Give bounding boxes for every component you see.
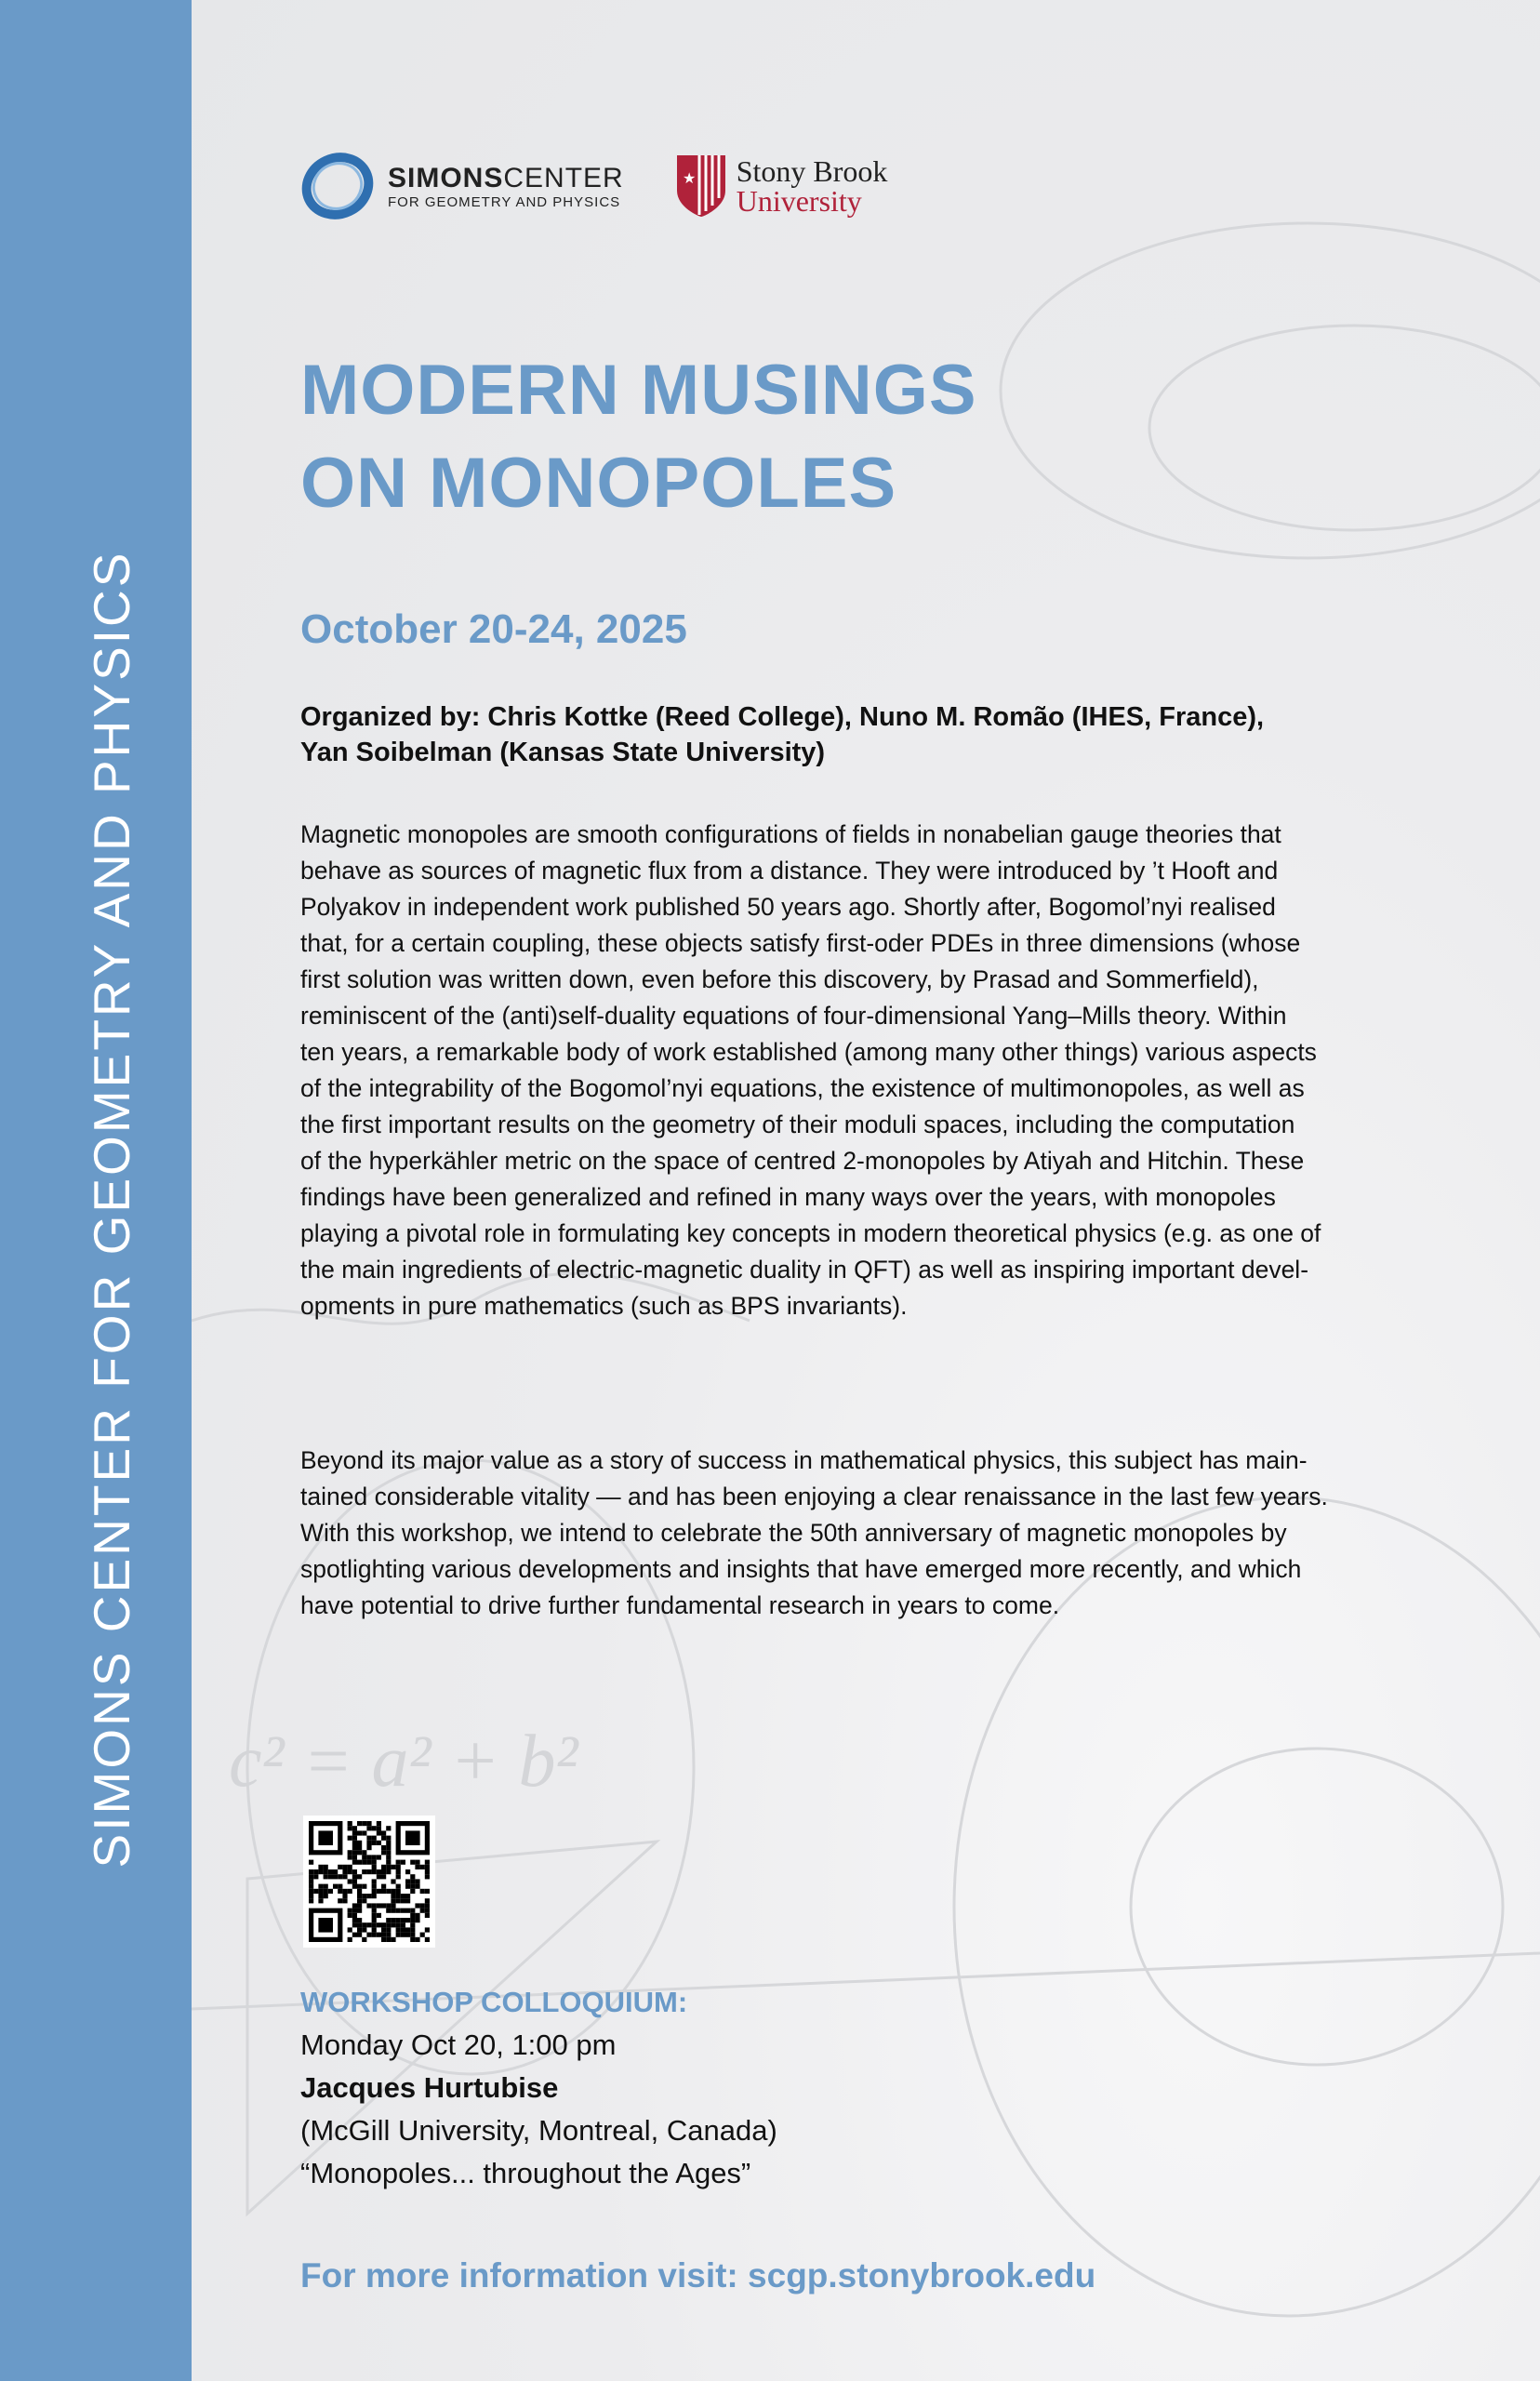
organizers	[300, 699, 1416, 770]
simons-logo-bold: SIMONS	[388, 162, 504, 193]
text-line: the main ingredients of electric-magnetic duality in QFT) as well as inspiring important devel-	[300, 1256, 1309, 1284]
simons-logo-rest: CENTER	[503, 162, 624, 193]
text-line: of the hyperkähler metric on the space of centred 2-monopoles by Atiyah and Hitchin. These	[300, 1147, 1305, 1175]
title-line-1: MODERN MUSINGS	[300, 351, 977, 430]
text-line: tained considerable vitality — and has been enjoying a clear renaissance in the last few years.	[300, 1483, 1328, 1510]
text-line: that, for a certain coupling, these objects satisfy first-oder PDEs in three dimensions (whose	[300, 929, 1301, 957]
stony-brook-name: Stony Brook	[736, 154, 888, 188]
text-line: have potential to drive further fundamental research in years to come.	[300, 1591, 1060, 1619]
text-line: Beyond its major value as a story of success in mathematical physics, this subject has main-	[300, 1446, 1308, 1474]
simons-center-logo	[300, 149, 624, 223]
text-line: first solution was written down, even before this discovery, by Prasad and Sommerfield),	[300, 965, 1259, 993]
colloquium-datetime: Monday Oct 20, 1:00 pm	[300, 2029, 617, 2061]
event-date: October 20-24, 2025	[300, 606, 687, 652]
colloquium-speaker: Jacques Hurtubise	[300, 2071, 559, 2104]
colloquium-heading: WORKSHOP COLLOQUIUM:	[300, 1986, 688, 2018]
footer-more-info-link[interactable]: For more information visit: scgp.stonybrook.edu	[300, 2256, 1096, 2295]
description-paragraph-2	[300, 1443, 1416, 1624]
stony-brook-logo	[675, 153, 888, 219]
simons-ring-icon	[300, 149, 375, 223]
text-line: behave as sources of magnetic flux from a distance. They were introduced by ’t Hooft and	[300, 857, 1279, 885]
background-equation: c² = a² + b²	[229, 1721, 578, 1802]
colloquium-section	[300, 1981, 777, 2195]
university-word: University	[736, 184, 862, 218]
page-title	[300, 344, 977, 530]
text-line: Polyakov in independent work published 50 years ago. Shortly after, Bogomol’nyi realised	[300, 893, 1276, 921]
text-line: of the integrability of the Bogomol’nyi equations, the existence of multimonopoles, as well as	[300, 1074, 1305, 1102]
text-line: playing a pivotal role in formulating key concepts in modern theoretical physics (e.g. as one of	[300, 1219, 1321, 1247]
logos	[300, 149, 887, 223]
colloquium-affiliation: (McGill University, Montreal, Canada)	[300, 2114, 777, 2147]
text-line: the first important results on the geometry of their moduli spaces, including the computation	[300, 1111, 1295, 1138]
sidebar-vertical-text: SIMONS CENTER FOR GEOMETRY AND PHYSICS	[83, 550, 140, 1869]
organizers-line-2: Yan Soibelman (Kansas State University)	[300, 738, 826, 767]
text-line: spotlighting various developments and insights that have emerged more recently, and which	[300, 1555, 1302, 1583]
text-line: ten years, a remarkable body of work established (among many other things) various aspects	[300, 1038, 1317, 1066]
sidebar-band	[0, 0, 192, 2381]
text-line: reminiscent of the (anti)self-duality equations of four-dimensional Yang–Mills theory. Within	[300, 1002, 1287, 1030]
text-line: Magnetic monopoles are smooth configurations of fields in nonabelian gauge theories that	[300, 820, 1281, 848]
simons-logo-subtitle: FOR GEOMETRY AND PHYSICS	[388, 193, 621, 210]
text-line: findings have been generalized and refined in many ways over the years, with monopoles	[300, 1183, 1276, 1211]
text-line: With this workshop, we intend to celebrate the 50th anniversary of magnetic monopoles by	[300, 1519, 1287, 1547]
stony-brook-shield-icon	[675, 153, 727, 219]
title-line-2: ON MONOPOLES	[300, 444, 897, 523]
colloquium-talk-title: “Monopoles... throughout the Ages”	[300, 2157, 751, 2189]
svg-text:★: ★	[682, 171, 697, 187]
text-line: opments in pure mathematics (such as BPS invariants).	[300, 1292, 908, 1320]
qr-code[interactable]	[303, 1816, 435, 1948]
description-paragraph-1	[300, 817, 1416, 1324]
organizers-line-1: Organized by: Chris Kottke (Reed College), Nuno M. Romão (IHES, France),	[300, 702, 1265, 732]
